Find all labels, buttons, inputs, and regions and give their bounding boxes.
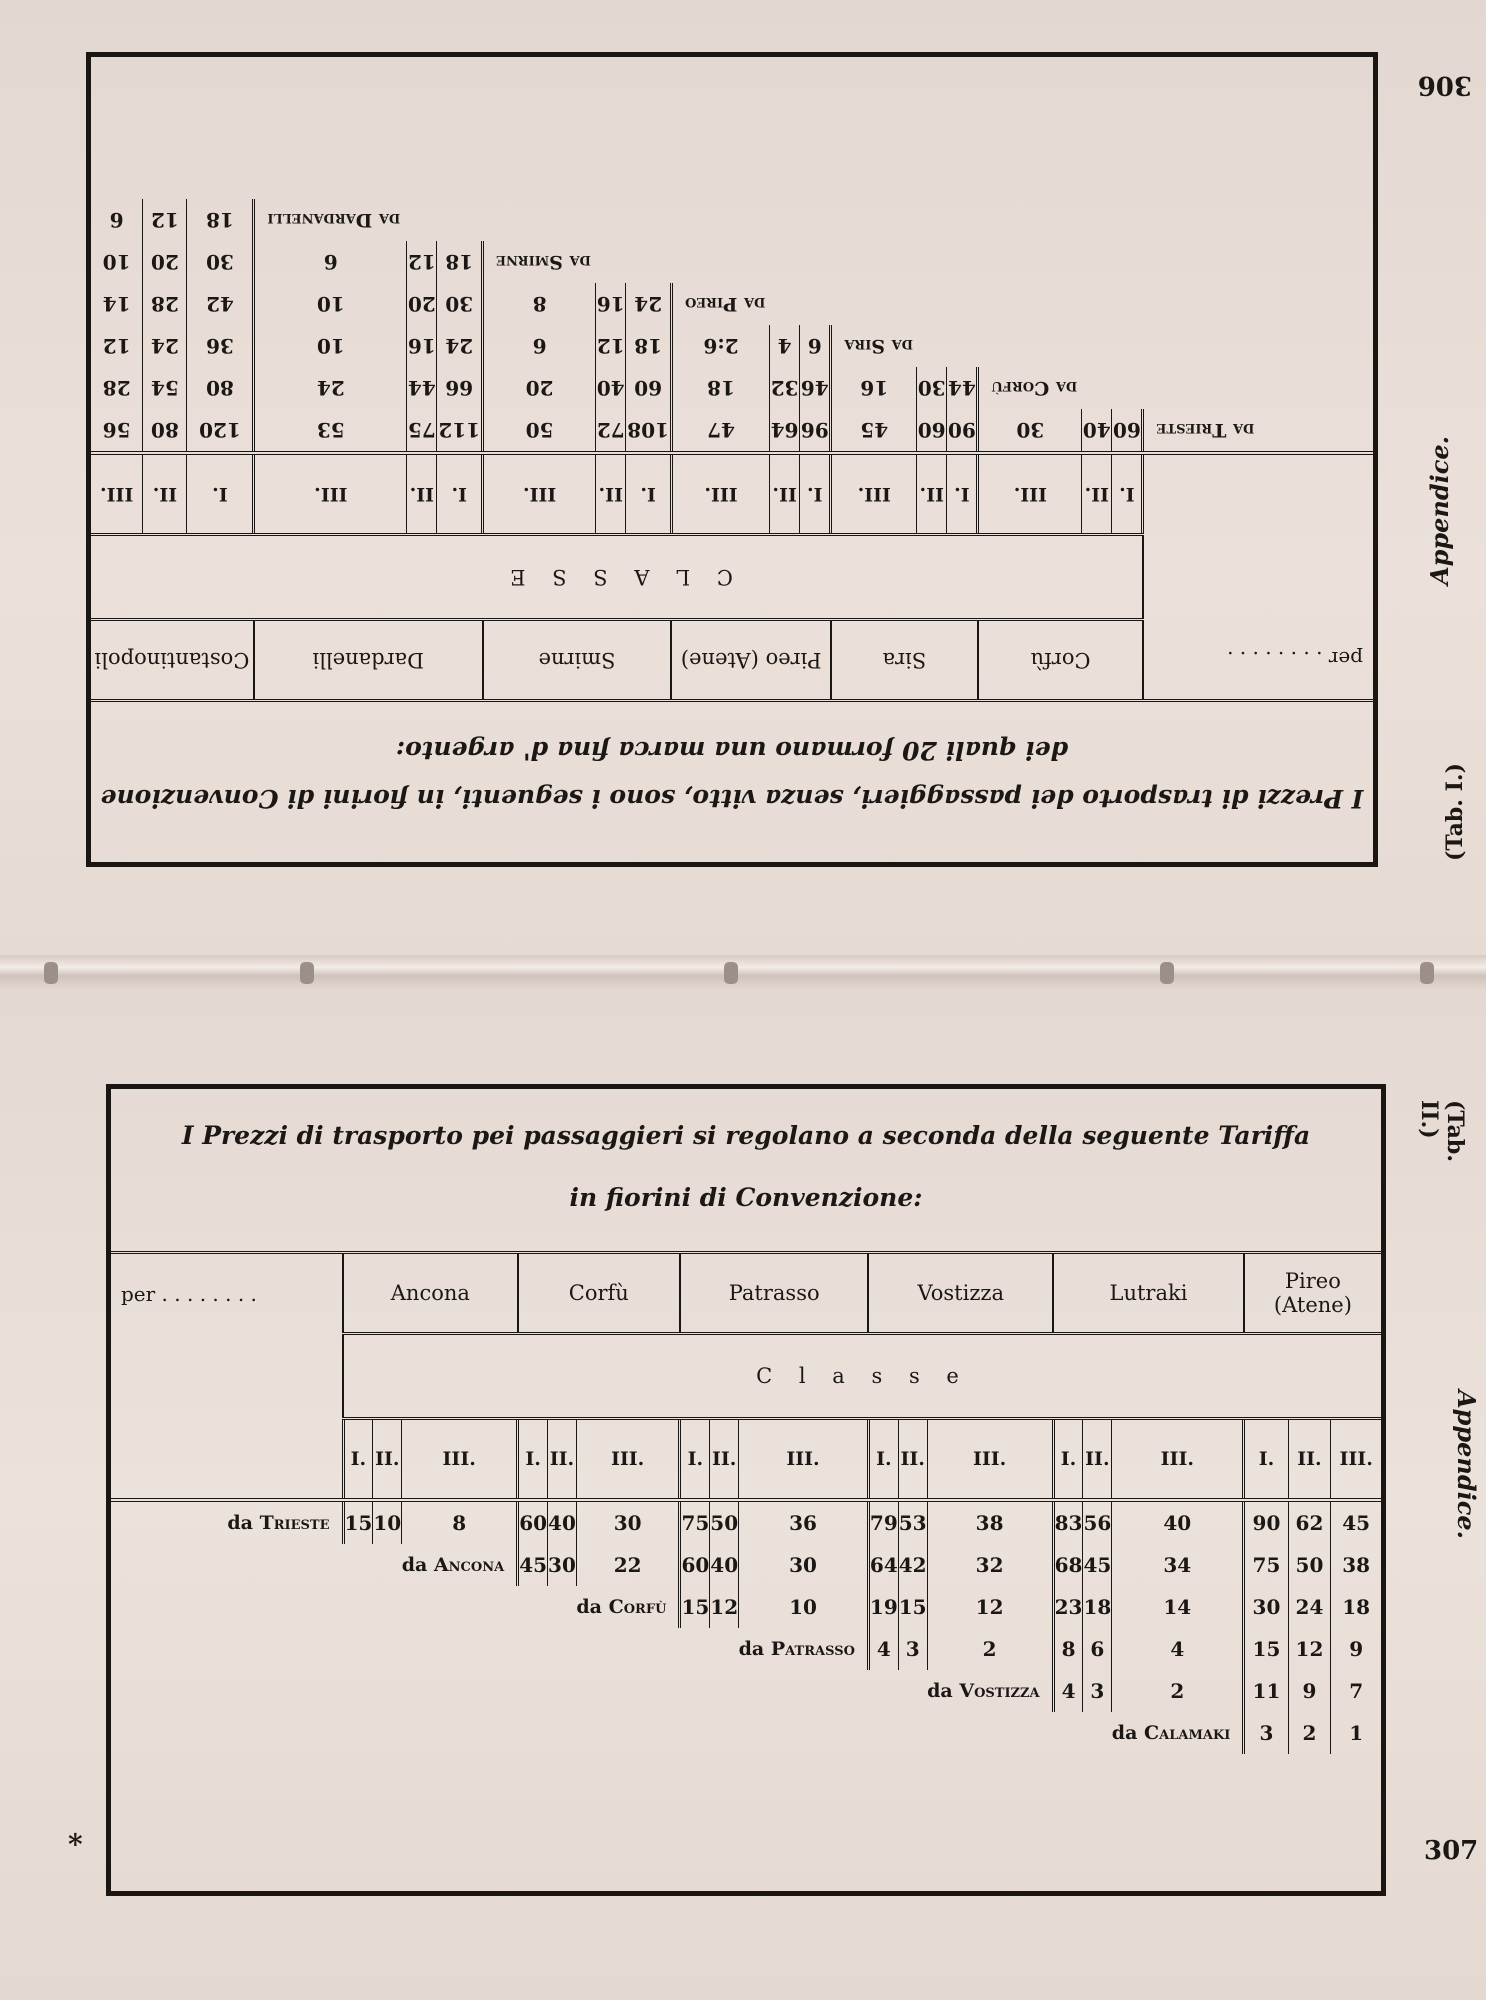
row-spacer: [770, 283, 1143, 325]
fare-value: 108: [626, 409, 672, 451]
row-spacer: [343, 1712, 1112, 1754]
row-spacer: [917, 325, 1143, 367]
title-line-2: in fiorini di Convenzione:: [569, 1183, 923, 1212]
fare-value: 18: [671, 367, 769, 409]
table-row: [91, 409, 1373, 451]
fare-value: 36: [739, 1502, 869, 1544]
fare-value: 8: [402, 1502, 518, 1544]
fare-value: 15: [343, 1502, 373, 1544]
fare-value: 53: [898, 1502, 927, 1544]
fare-value: 40: [1112, 1502, 1244, 1544]
origin-name: da Smirne: [496, 251, 591, 273]
table-row: [91, 325, 1373, 367]
class-label: II.: [770, 453, 800, 535]
row-origin-label: [978, 367, 1082, 409]
destination-header: Dardanelli: [254, 620, 483, 701]
fare-value: 42: [187, 283, 254, 325]
row-origin-label: [402, 1544, 518, 1586]
fare-value: 3: [1083, 1670, 1112, 1712]
fare-value: 56: [1083, 1502, 1112, 1544]
destination-header: Costantinopoli: [91, 620, 254, 701]
fare-value: 54: [143, 367, 187, 409]
fare-value: 96: [800, 409, 831, 451]
row-spacer: [343, 1544, 402, 1586]
fare-value: 20: [483, 367, 596, 409]
destination-header: Smirne: [483, 620, 672, 701]
class-label: III.: [576, 1419, 680, 1501]
destination-header-row: [111, 1253, 1381, 1334]
destination-header: Pireo (Atene): [1244, 1253, 1381, 1334]
class-label: II.: [1083, 1419, 1112, 1501]
running-head: Appendice.: [1452, 1389, 1482, 1540]
fare-value: 12: [407, 241, 437, 283]
fare-value: 50: [1288, 1544, 1331, 1586]
per-label: per . . . . . . . .: [111, 1253, 343, 1501]
running-head: Appendice.: [1424, 435, 1454, 586]
row-spacer: [111, 1586, 343, 1628]
class-label: III.: [739, 1419, 869, 1501]
class-label: III.: [1331, 1419, 1381, 1501]
class-label: I.: [1244, 1419, 1288, 1501]
class-label: I.: [187, 453, 254, 535]
fare-value: 6: [483, 325, 596, 367]
table-row: [91, 241, 1373, 283]
fare-value: 18: [626, 325, 672, 367]
row-origin-label: [1143, 409, 1373, 451]
fare-value: 4: [1112, 1628, 1244, 1670]
class-label: II.: [407, 453, 437, 535]
class-label: II.: [710, 1419, 739, 1501]
fare-value: 90: [947, 409, 978, 451]
tariff-table: [91, 199, 1373, 702]
origin-prefix: da: [1111, 1722, 1138, 1744]
tariff-table: [111, 1251, 1381, 1754]
row-spacer: [343, 1670, 927, 1712]
origin-name: da Dardanelli: [267, 209, 401, 231]
per-label: per . . . . . . . .: [1143, 453, 1373, 701]
fare-value: 75: [680, 1502, 710, 1544]
class-label: I.: [437, 453, 483, 535]
row-spacer: [111, 1712, 343, 1754]
fare-value: 60: [518, 1502, 548, 1544]
table-label: (Tab. II.): [1416, 1100, 1468, 1162]
origin-name: Calamaki: [1144, 1722, 1231, 1744]
table-row: [91, 283, 1373, 325]
class-label: II.: [548, 1419, 577, 1501]
fare-value: 36: [187, 325, 254, 367]
destination-header-row: [91, 620, 1373, 701]
origin-name: da Pireo: [684, 293, 766, 315]
fare-value: 24: [143, 325, 187, 367]
fare-value: 30: [548, 1544, 577, 1586]
origin-prefix: da: [227, 1512, 253, 1534]
binding-stitch: [44, 962, 58, 984]
row-spacer: [1082, 367, 1143, 409]
fare-value: 90: [1244, 1502, 1288, 1544]
tariff-table-frame: [86, 52, 1378, 867]
row-origin-label: [483, 241, 596, 283]
table-title: [91, 726, 1373, 822]
fare-value: 12: [91, 325, 143, 367]
fare-value: 50: [483, 409, 596, 451]
origin-name: Corfù: [608, 1596, 667, 1618]
fare-value: 6: [91, 199, 143, 241]
fare-value: 72: [596, 409, 626, 451]
table-row: [111, 1586, 1381, 1628]
tariff-table-frame: [106, 1084, 1386, 1896]
title-line-1: I Prezzi di trasporto pei passaggieri si regolano a seconda della seguente Tariffa: [181, 1121, 1311, 1150]
fare-value: 28: [91, 367, 143, 409]
fare-value: 80: [187, 367, 254, 409]
destination-header: Lutraki: [1053, 1253, 1244, 1334]
fare-value: 20: [143, 241, 187, 283]
fare-value: 14: [91, 283, 143, 325]
title-line-1: I Prezzi di trasporto dei passaggieri, senza vitto, sono i seguenti, in fiorini di Convenzione: [100, 784, 1364, 813]
binding-stitch: [1160, 962, 1174, 984]
fare-value: 68: [1053, 1544, 1083, 1586]
class-label: II.: [898, 1419, 927, 1501]
fare-value: 44: [947, 367, 978, 409]
class-label: III.: [483, 453, 596, 535]
fare-value: 23: [1053, 1586, 1083, 1628]
fare-value: 75: [1244, 1544, 1288, 1586]
fare-value: 22: [576, 1544, 680, 1586]
class-label: I.: [1112, 453, 1143, 535]
class-label: I.: [868, 1419, 898, 1501]
row-origin-label: [254, 199, 407, 241]
fare-value: 8: [483, 283, 596, 325]
fare-value: 38: [1331, 1544, 1381, 1586]
origin-name: Patrasso: [770, 1638, 855, 1660]
class-label: I.: [800, 453, 831, 535]
row-origin-label: [111, 1502, 343, 1544]
fare-value: 24: [254, 367, 407, 409]
destination-header: Sira: [831, 620, 978, 701]
fare-value: 46: [800, 367, 831, 409]
fare-value: 60: [1112, 409, 1143, 451]
row-spacer: [1143, 241, 1373, 283]
origin-name: Ancona: [433, 1554, 505, 1576]
binding-stitch: [300, 962, 314, 984]
row-origin-label: [927, 1670, 1053, 1712]
row-origin-label: [831, 325, 917, 367]
row-spacer: [1143, 325, 1373, 367]
fare-value: 12: [143, 199, 187, 241]
class-label: I.: [518, 1419, 548, 1501]
fare-value: 60: [680, 1544, 710, 1586]
fare-value: 18: [1331, 1586, 1381, 1628]
fare-value: 16: [596, 283, 626, 325]
destination-header: Vostizza: [868, 1253, 1053, 1334]
row-origin-label: [739, 1628, 869, 1670]
row-spacer: [1143, 199, 1373, 241]
class-label: I.: [1053, 1419, 1083, 1501]
fare-value: 30: [978, 409, 1082, 451]
fare-value: 120: [187, 409, 254, 451]
origin-name: Vostizza: [959, 1680, 1040, 1702]
margin-mark: *: [68, 1828, 83, 1861]
fare-value: 16: [831, 367, 917, 409]
fare-value: 50: [710, 1502, 739, 1544]
table-row: [91, 199, 1373, 241]
fare-value: 40: [548, 1502, 577, 1544]
page-number: 306: [1417, 70, 1472, 100]
upper-page-rotated: [0, 0, 1486, 955]
origin-prefix: da: [738, 1638, 765, 1660]
fare-value: 24: [626, 283, 672, 325]
fare-value: 18: [187, 199, 254, 241]
fare-value: 4: [1053, 1670, 1083, 1712]
class-label: I.: [947, 453, 978, 535]
fare-value: 16: [407, 325, 437, 367]
row-spacer: [343, 1628, 739, 1670]
class-label: I.: [680, 1419, 710, 1501]
fare-value: 12: [927, 1586, 1053, 1628]
fare-value: 42: [898, 1544, 927, 1586]
row-spacer: [1143, 367, 1373, 409]
fare-value: 3: [1244, 1712, 1288, 1754]
fare-value: 45: [1083, 1544, 1112, 1586]
class-label: III.: [402, 1419, 518, 1501]
fare-value: 34: [1112, 1544, 1244, 1586]
row-spacer: [1143, 283, 1373, 325]
fare-value: 14: [1112, 1586, 1244, 1628]
origin-name: da Sira: [844, 335, 914, 357]
class-label: II.: [917, 453, 947, 535]
fare-value: 9: [1288, 1670, 1331, 1712]
fare-value: 6: [1083, 1628, 1112, 1670]
table-title: [111, 1105, 1381, 1229]
class-label: II.: [1288, 1419, 1331, 1501]
class-label: II.: [373, 1419, 402, 1501]
origin-prefix: da: [927, 1680, 953, 1702]
page-fold: [0, 955, 1486, 990]
fare-value: 18: [1083, 1586, 1112, 1628]
fare-value: 4: [868, 1628, 898, 1670]
row-spacer: [111, 1544, 343, 1586]
destination-header: Patrasso: [680, 1253, 868, 1334]
row-origin-label: [671, 283, 769, 325]
row-spacer: [111, 1670, 343, 1712]
fare-value: 4: [770, 325, 800, 367]
fare-value: 75: [407, 409, 437, 451]
fare-value: 30: [739, 1544, 869, 1586]
fare-value: 45: [518, 1544, 548, 1586]
row-origin-label: [576, 1586, 680, 1628]
fare-value: 6: [254, 241, 407, 283]
fare-value: 64: [770, 409, 800, 451]
page-number: 307: [1424, 1836, 1479, 1866]
table-label: (Tab. I.): [1442, 763, 1468, 861]
fare-value: 15: [898, 1586, 927, 1628]
class-label: III.: [1112, 1419, 1244, 1501]
fare-value: 60: [917, 409, 947, 451]
class-label: III.: [978, 453, 1082, 535]
classe-label: C l a s s e: [343, 1334, 1381, 1419]
fare-value: 20: [407, 283, 437, 325]
table-row: [111, 1628, 1381, 1670]
binding-stitch: [1420, 962, 1434, 984]
fare-value: 15: [1244, 1628, 1288, 1670]
fare-value: 15: [680, 1586, 710, 1628]
destination-header: Corfù: [518, 1253, 680, 1334]
fare-value: 40: [596, 367, 626, 409]
fare-value: 2: [1112, 1670, 1244, 1712]
fare-value: 45: [831, 409, 917, 451]
class-label: III.: [831, 453, 917, 535]
fare-value: 19: [868, 1586, 898, 1628]
header-separator: [91, 451, 1373, 453]
fare-value: 79: [868, 1502, 898, 1544]
title-line-2: dei quali 20 formano una marca fina d' argento:: [395, 736, 1069, 765]
fare-value: 32: [927, 1544, 1053, 1586]
fare-value: 64: [868, 1544, 898, 1586]
fare-value: 53: [254, 409, 407, 451]
binding-stitch: [724, 962, 738, 984]
table-row: [111, 1502, 1381, 1544]
row-spacer: [111, 1628, 343, 1670]
fare-value: 12: [710, 1586, 739, 1628]
fare-value: 28: [143, 283, 187, 325]
fare-value: 30: [576, 1502, 680, 1544]
fare-value: 10: [254, 283, 407, 325]
fare-value: 38: [927, 1502, 1053, 1544]
fare-value: 10: [254, 325, 407, 367]
row-origin-label: [1112, 1712, 1244, 1754]
fare-value: 45: [1331, 1502, 1381, 1544]
fare-value: 112: [437, 409, 483, 451]
fare-value: 66: [437, 367, 483, 409]
row-spacer: [596, 241, 1143, 283]
fare-value: 62: [1288, 1502, 1331, 1544]
fare-value: 10: [373, 1502, 402, 1544]
class-label: III.: [671, 453, 769, 535]
fare-value: 30: [187, 241, 254, 283]
destination-header: Pireo (Atene): [671, 620, 830, 701]
fare-value: 1: [1331, 1712, 1381, 1754]
fare-value: 60: [626, 367, 672, 409]
class-label: III.: [927, 1419, 1053, 1501]
destination-header: Ancona: [343, 1253, 518, 1334]
fare-value: 30: [1244, 1586, 1288, 1628]
fare-value: 12: [1288, 1628, 1331, 1670]
fare-value: 9: [1331, 1628, 1381, 1670]
table-row: [111, 1712, 1381, 1754]
row-spacer: [407, 199, 1143, 241]
fare-value: 47: [671, 409, 769, 451]
fare-value: 56: [91, 409, 143, 451]
fare-value: 3: [898, 1628, 927, 1670]
origin-prefix: da: [576, 1596, 602, 1618]
table-row: [111, 1544, 1381, 1586]
fare-value: 32: [770, 367, 800, 409]
class-label: III.: [91, 453, 143, 535]
fare-value: 44: [407, 367, 437, 409]
classe-label: C L A S S E: [91, 535, 1143, 620]
fare-value: 40: [710, 1544, 739, 1586]
fare-value: 11: [1244, 1670, 1288, 1712]
fare-value: 30: [437, 283, 483, 325]
fare-value: 80: [143, 409, 187, 451]
fare-value: 30: [917, 367, 947, 409]
fare-value: 2: [927, 1628, 1053, 1670]
class-label: II.: [1082, 453, 1112, 535]
table-row: [91, 367, 1373, 409]
fare-value: 24: [1288, 1586, 1331, 1628]
class-label: II.: [596, 453, 626, 535]
fare-value: 2:6: [671, 325, 769, 367]
fare-value: 2: [1288, 1712, 1331, 1754]
fare-value: 10: [739, 1586, 869, 1628]
fare-value: 40: [1082, 409, 1112, 451]
class-label: I.: [626, 453, 672, 535]
class-label: I.: [343, 1419, 373, 1501]
origin-name: Trieste: [259, 1512, 330, 1534]
fare-value: 24: [437, 325, 483, 367]
table-row: [111, 1670, 1381, 1712]
fare-value: 8: [1053, 1628, 1083, 1670]
class-label: III.: [254, 453, 407, 535]
destination-header: Corfù: [978, 620, 1143, 701]
fare-value: 12: [596, 325, 626, 367]
class-label: II.: [143, 453, 187, 535]
origin-name: da Corfù: [991, 377, 1078, 399]
origin-name: da Trieste: [1156, 419, 1255, 441]
row-spacer: [343, 1586, 576, 1628]
fare-value: 6: [800, 325, 831, 367]
fare-value: 83: [1053, 1502, 1083, 1544]
fare-value: 18: [437, 241, 483, 283]
fare-value: 7: [1331, 1670, 1381, 1712]
origin-prefix: da: [401, 1554, 428, 1576]
fare-value: 10: [91, 241, 143, 283]
